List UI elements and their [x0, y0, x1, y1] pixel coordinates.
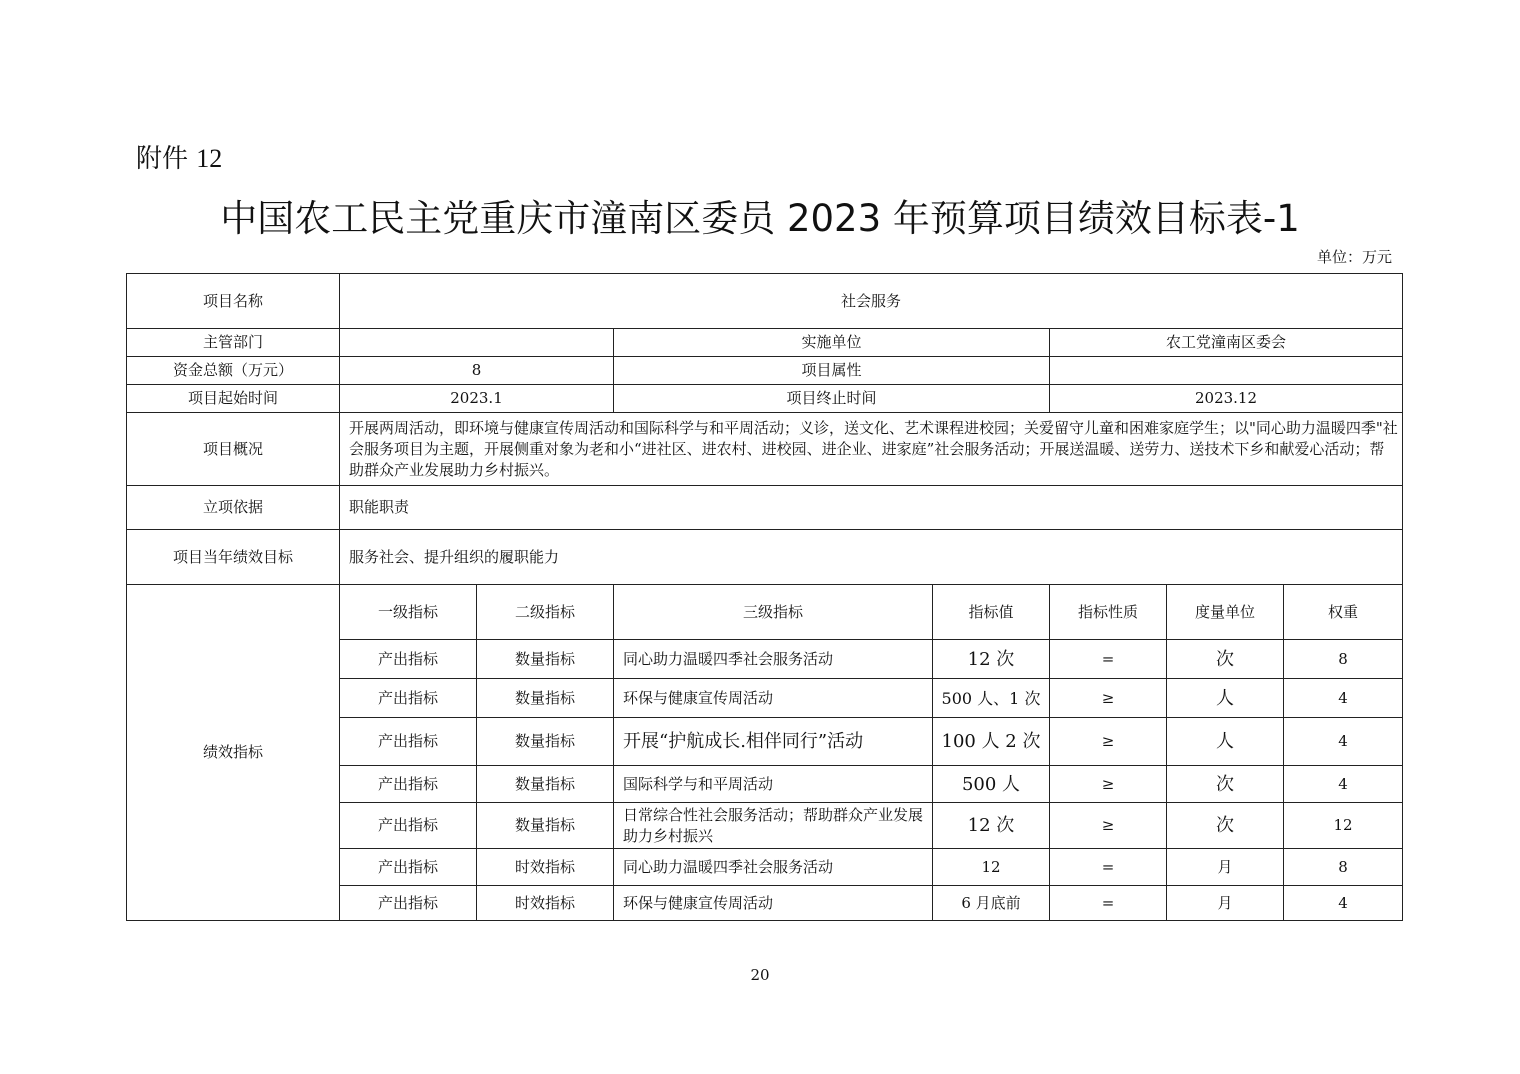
row-funds: [127, 357, 1403, 385]
cell-label: 项目当年绩效目标: [127, 530, 340, 585]
header-cell: 指标性质: [1050, 585, 1167, 640]
table-cell: 8: [1284, 849, 1403, 886]
cell-value: 2023.1: [340, 385, 614, 413]
table-cell: 100 人 2 次: [933, 718, 1050, 766]
table-cell: ≥: [1050, 718, 1167, 766]
cell-value: [1050, 357, 1403, 385]
cell-value: 服务社会、提升组织的履职能力: [340, 530, 1403, 585]
table-cell: 数量指标: [477, 803, 614, 849]
table-cell: 4: [1284, 679, 1403, 718]
table-cell: 时效指标: [477, 886, 614, 921]
table-cell: 时效指标: [477, 849, 614, 886]
row-dates: [127, 385, 1403, 413]
table-cell: =: [1050, 640, 1167, 679]
row-dept: [127, 329, 1403, 357]
cell-label: 立项依据: [127, 486, 340, 530]
table-cell: 6 月底前: [933, 886, 1050, 921]
table-cell: 产出指标: [340, 766, 477, 803]
table-cell: ≥: [1050, 766, 1167, 803]
table-cell: 产出指标: [340, 886, 477, 921]
table-cell: 12 次: [933, 640, 1050, 679]
header-cell: 二级指标: [477, 585, 614, 640]
table-cell: 数量指标: [477, 718, 614, 766]
table-cell: ≥: [1050, 803, 1167, 849]
cell-label: 项目属性: [614, 357, 1050, 385]
table-cell: 8: [1284, 640, 1403, 679]
table-cell: 同心助力温暖四季社会服务活动: [614, 640, 933, 679]
table-cell: 数量指标: [477, 640, 614, 679]
header-cell: 三级指标: [614, 585, 933, 640]
table-cell: 同心助力温暖四季社会服务活动: [614, 849, 933, 886]
table-cell: 次: [1167, 803, 1284, 849]
attachment-text: 附件: [136, 144, 189, 174]
table-cell: 人: [1167, 718, 1284, 766]
table-cell: 12: [933, 849, 1050, 886]
cell-value: 2023.12: [1050, 385, 1403, 413]
table-cell: 产出指标: [340, 640, 477, 679]
table-cell: 人: [1167, 679, 1284, 718]
cell-label: 资金总额（万元）: [127, 357, 340, 385]
page-number: 20: [750, 966, 770, 984]
cell-value: 职能职责: [340, 486, 1403, 530]
table-cell: 产出指标: [340, 679, 477, 718]
table-cell: 环保与健康宣传周活动: [614, 679, 933, 718]
table-cell: 4: [1284, 886, 1403, 921]
cell-label: 项目名称: [127, 274, 340, 329]
cell-value: [340, 329, 614, 357]
header-cell: 度量单位: [1167, 585, 1284, 640]
table-cell: 月: [1167, 886, 1284, 921]
row-overview: [127, 413, 1403, 486]
cell-label: 项目起始时间: [127, 385, 340, 413]
table-cell: 产出指标: [340, 718, 477, 766]
table-cell: 环保与健康宣传周活动: [614, 886, 933, 921]
table-cell: 月: [1167, 849, 1284, 886]
row-basis: [127, 486, 1403, 530]
table-cell: 次: [1167, 766, 1284, 803]
table-cell: 数量指标: [477, 766, 614, 803]
cell-value: 开展两周活动，即环境与健康宣传周活动和国际科学与和平周活动；义诊，送文化、艺术课程进校园；关爱留守儿童和困难家庭学生；以"同心助力温暖四季"社会服务项目为主题，开展侧重对象为老和小“进社区、进农村、进校园、进企业、进家庭”社会服务活动；开展送温暖、送劳力、送技术下乡和献爱心活动；帮助群众产业发展助力乡村振兴。: [340, 413, 1403, 486]
table-cell: 开展“护航成长.相伴同行”活动: [614, 718, 933, 766]
table-cell: 产出指标: [340, 849, 477, 886]
table-cell: 产出指标: [340, 803, 477, 849]
table-cell: 日常综合性社会服务活动；帮助群众产业发展助力乡村振兴: [614, 803, 933, 849]
table-cell: =: [1050, 849, 1167, 886]
table-cell: 次: [1167, 640, 1284, 679]
cell-label: 项目概况: [127, 413, 340, 486]
table-cell: 500 人、1 次: [933, 679, 1050, 718]
cell-label: 主管部门: [127, 329, 340, 357]
cell-value: 8: [340, 357, 614, 385]
row-goal: [127, 530, 1403, 585]
page-title: 中国农工民主党重庆市潼南区委员 2023 年预算项目绩效目标表-1: [220, 197, 1300, 240]
indicator-header-row: [127, 585, 1403, 640]
cell-label: 项目终止时间: [614, 385, 1050, 413]
table-cell: =: [1050, 886, 1167, 921]
unit-note: 单位：万元: [1316, 248, 1392, 266]
table-cell: 4: [1284, 766, 1403, 803]
attachment-label: [136, 138, 222, 175]
header-cell: 权重: [1284, 585, 1403, 640]
table-cell: 12: [1284, 803, 1403, 849]
attachment-number: 12: [196, 144, 223, 173]
table-cell: 国际科学与和平周活动: [614, 766, 933, 803]
cell-value: 农工党潼南区委会: [1050, 329, 1403, 357]
table-cell: 数量指标: [477, 679, 614, 718]
performance-table: [126, 273, 1403, 921]
section-label: 绩效指标: [127, 585, 340, 921]
table-cell: 4: [1284, 718, 1403, 766]
table-cell: 12 次: [933, 803, 1050, 849]
table-cell: ≥: [1050, 679, 1167, 718]
header-cell: 一级指标: [340, 585, 477, 640]
cell-value: 社会服务: [340, 274, 1403, 329]
row-project-name: [127, 274, 1403, 329]
cell-label: 实施单位: [614, 329, 1050, 357]
header-cell: 指标值: [933, 585, 1050, 640]
table-cell: 500 人: [933, 766, 1050, 803]
